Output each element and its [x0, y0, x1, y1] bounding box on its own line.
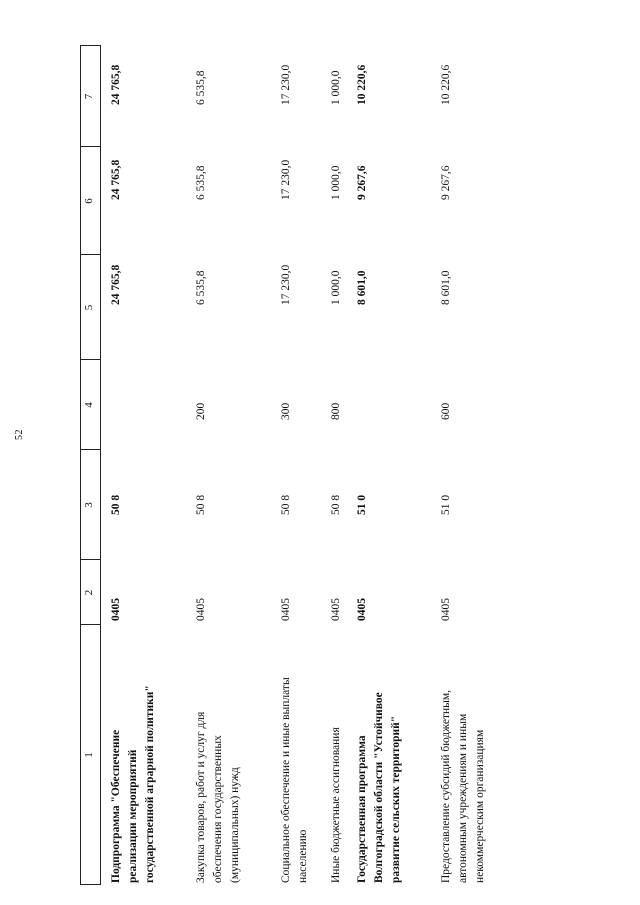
row-6-v2022: 10 220,6 [440, 64, 452, 105]
row-6-target: 51 0 [440, 494, 452, 515]
page-number: 52 [14, 429, 25, 440]
header-col-5: 5 [83, 304, 95, 311]
row-2-v2022: 6 535,8 [195, 70, 207, 105]
row-6-v2021: 9 267,6 [440, 165, 452, 200]
row-4-name: Иные бюджетные ассигнования [330, 727, 342, 883]
row-2-type: 200 [195, 402, 207, 420]
row-2-v2021: 6 535,8 [195, 165, 207, 200]
row-3-name: Социальное обеспечение и иные выплаты населению [280, 677, 309, 883]
row-3-target: 50 8 [280, 494, 292, 515]
table-top-rule [80, 45, 81, 885]
row-5-code: 0405 [356, 598, 368, 621]
row-3-type: 300 [280, 402, 292, 420]
row-3-code: 0405 [280, 598, 292, 621]
row-2-v2020: 6 535,8 [195, 270, 207, 305]
row-2-code: 0405 [195, 598, 207, 621]
header-col-4: 4 [83, 402, 95, 408]
row-4-v2021: 1 000,0 [330, 165, 342, 200]
row-1-target: 50 8 [110, 494, 122, 515]
row-4-v2020: 1 000,0 [330, 270, 342, 305]
row-3-v2021: 17 230,0 [280, 159, 292, 200]
row-1-code: 0405 [110, 598, 122, 621]
row-5-name: Государственная программа Волгоградской области "Устойчивое развитие сельских территорий" [356, 692, 402, 883]
row-5-target: 51 0 [356, 494, 368, 515]
row-2-target: 50 8 [195, 494, 207, 515]
row-2-name: Закупка товаров, работ и услуг для обеспечения государственных (муниципальных) нужд [195, 711, 241, 883]
row-1-name: Подпрограмма "Обеспечение реализации мероприятий государственной аграрной политики" [110, 685, 156, 883]
row-4-code: 0405 [330, 598, 342, 621]
header-col-2: 2 [83, 589, 95, 596]
table-header-rule [100, 45, 101, 885]
row-3-v2022: 17 230,0 [280, 64, 292, 105]
row-4-v2022: 1 000,0 [330, 70, 342, 105]
row-1-v2022: 24 765,8 [110, 64, 122, 105]
header-col-3: 3 [83, 502, 95, 508]
row-3-v2020: 17 230,0 [280, 264, 292, 305]
header-col-1: 1 [83, 752, 95, 758]
header-col-6: 6 [83, 198, 95, 204]
row-1-v2020: 24 765,8 [110, 264, 122, 305]
row-5-v2021: 9 267,6 [356, 165, 368, 200]
header-col-7: 7 [83, 93, 95, 100]
row-5-v2022: 10 220,6 [356, 64, 368, 105]
row-5-v2020: 8 601,0 [356, 270, 368, 305]
budget-table [80, 45, 630, 885]
row-6-code: 0405 [440, 598, 452, 621]
row-4-target: 50 8 [330, 494, 342, 515]
row-6-name: Предоставление субсидий бюджетным, автономным учреждениям и иным некоммерческим организациям [440, 689, 486, 883]
row-4-type: 800 [330, 402, 342, 420]
row-1-v2021: 24 765,8 [110, 159, 122, 200]
row-6-type: 600 [440, 402, 452, 420]
row-6-v2020: 8 601,0 [440, 270, 452, 305]
